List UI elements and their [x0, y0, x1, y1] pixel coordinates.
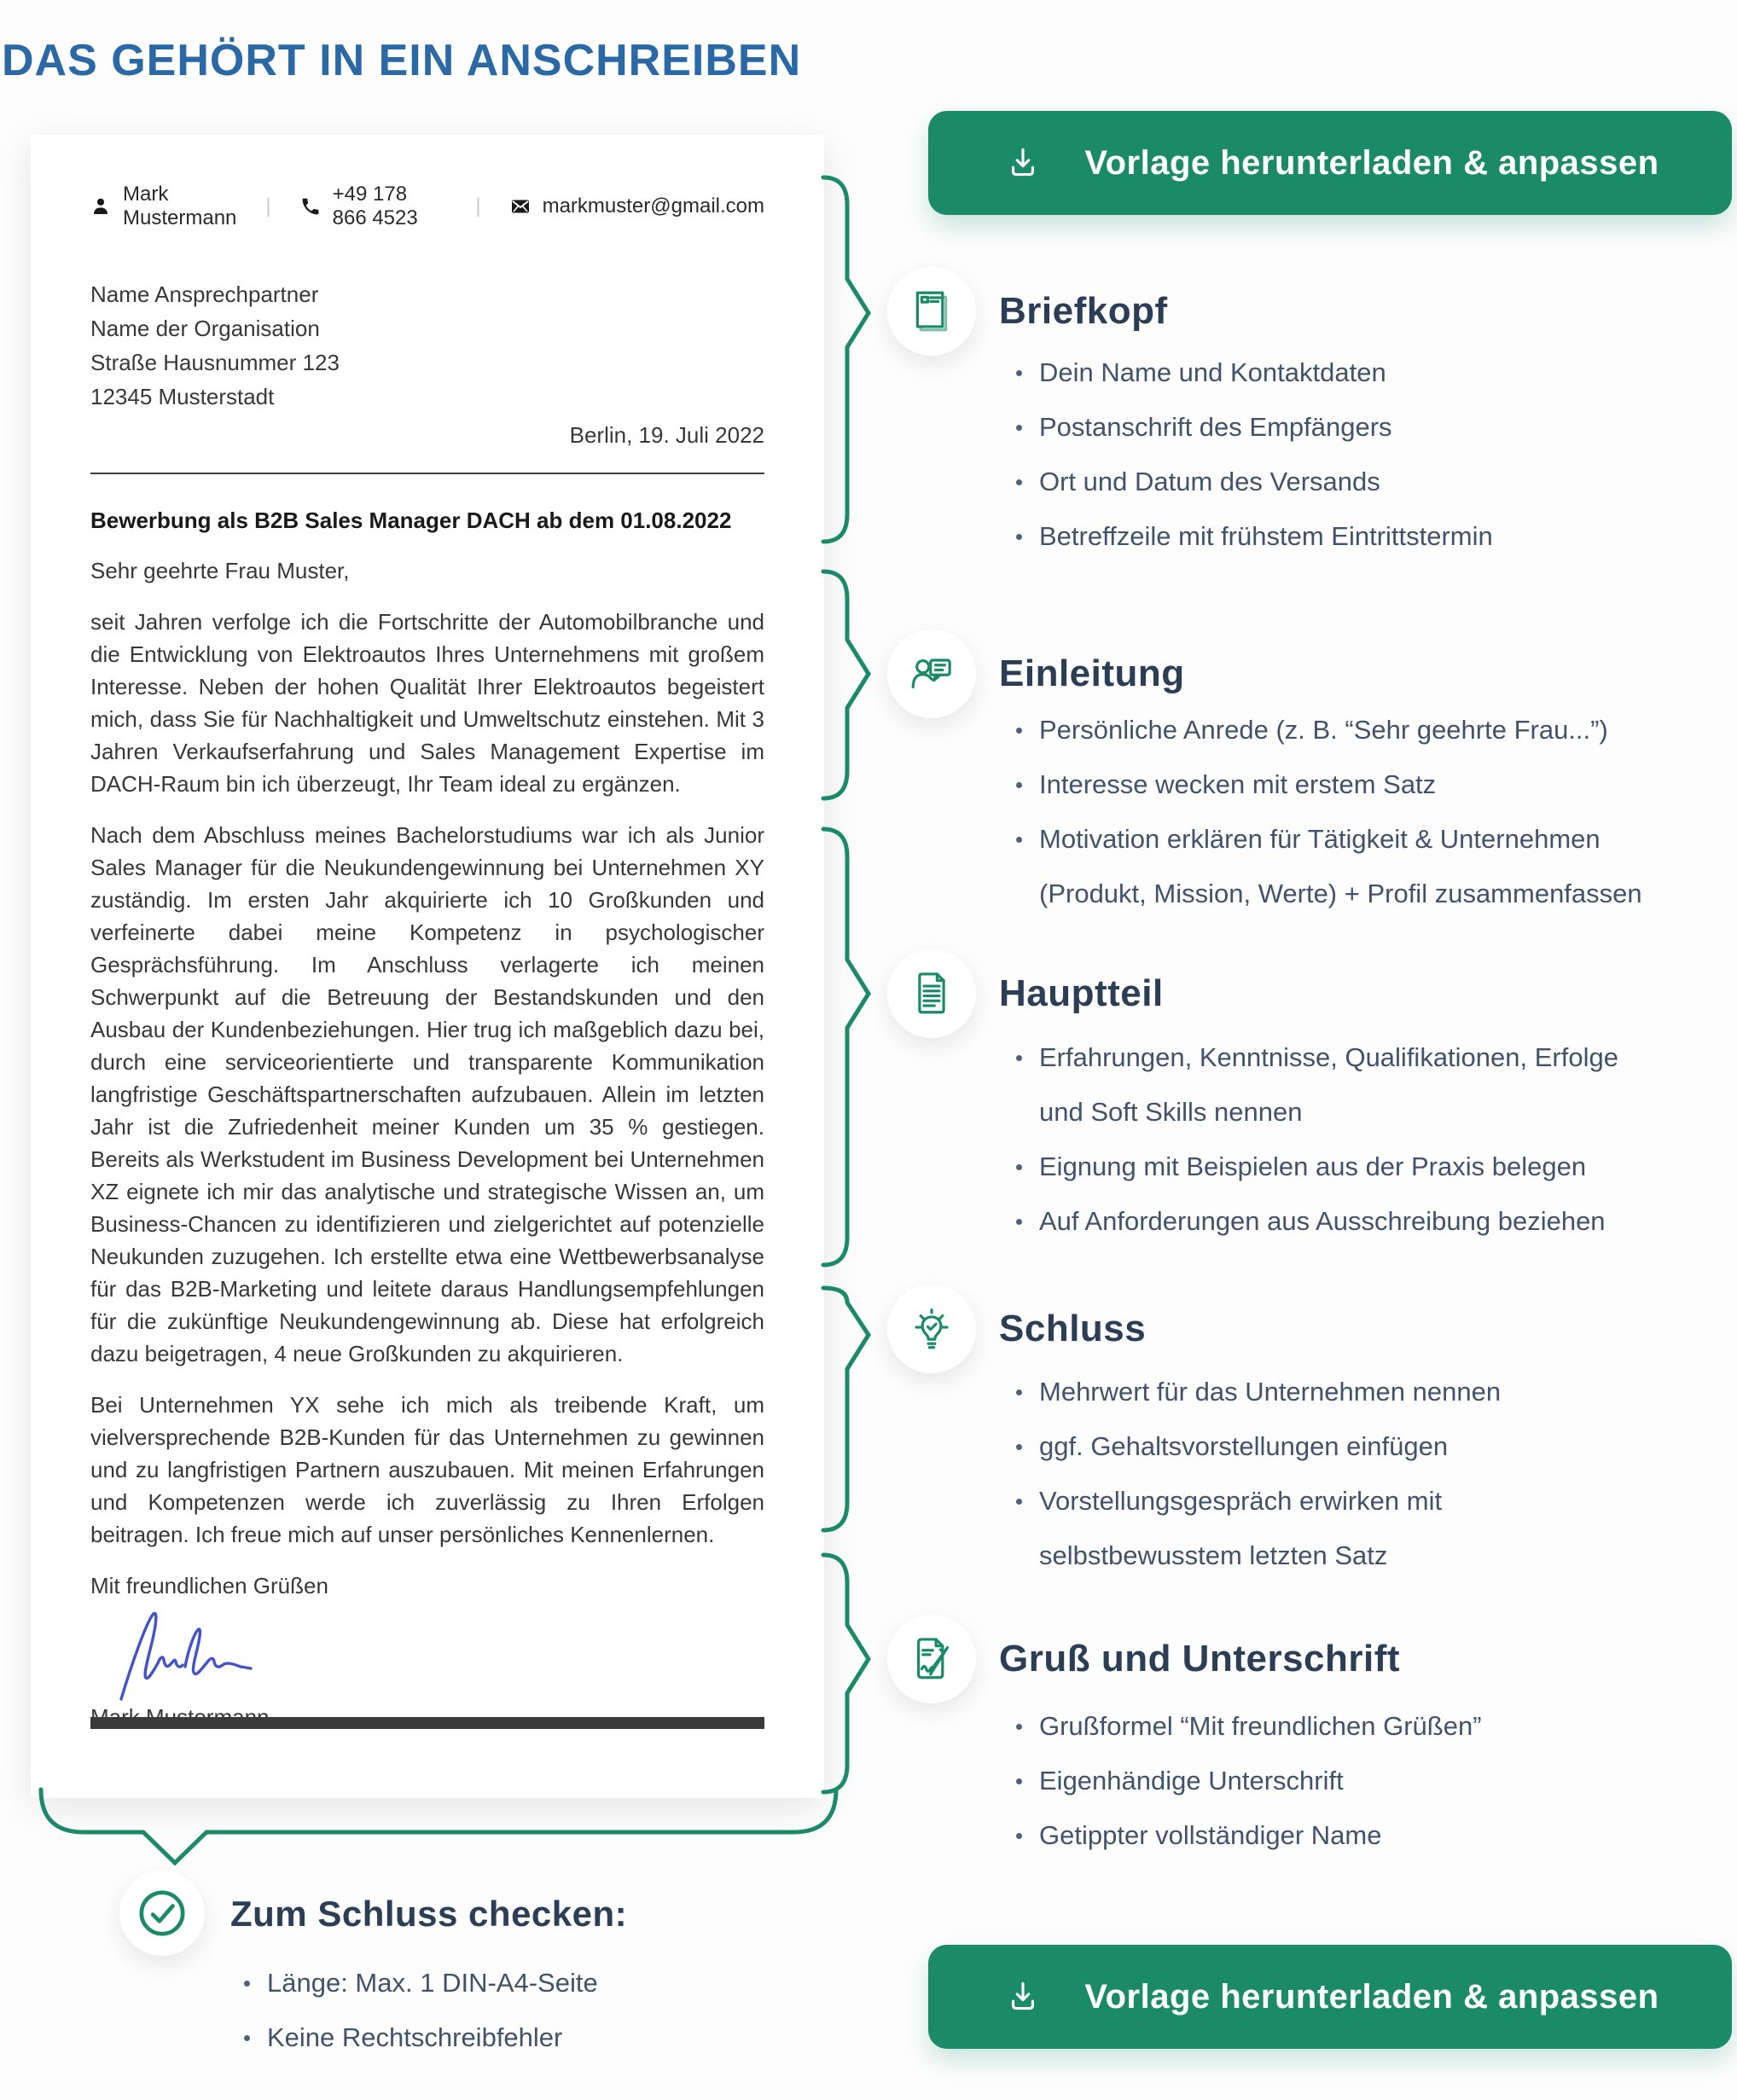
checklist-bullet-list [230, 1956, 598, 2065]
signature-pen-icon [904, 1632, 959, 1686]
bullet-item-continuation: und Soft Skills nennen [1039, 1097, 1303, 1127]
bullet-item: Getippter vollständiger Name [999, 1808, 1482, 1863]
section-title: Schluss [999, 1308, 1147, 1349]
recipient-address-block [90, 277, 340, 414]
contact-email: markmuster@gmail.com [542, 194, 764, 218]
letter-body [90, 554, 764, 1752]
bullet-item: Grußformel “Mit freundlichen Grüßen” [999, 1699, 1482, 1754]
download-button-label: Vorlage herunterladen & anpassen [1084, 1977, 1659, 2016]
bullet-item: Vorstellungsgespräch erwirken mit [999, 1474, 1501, 1529]
bullet-item: Interesse wecken mit erstem Satz [999, 757, 1642, 812]
bullet-item: ggf. Gehaltsvorstellungen einfügen [999, 1419, 1501, 1474]
bullet-item: Auf Anforderungen aus Ausschreibung beziehen [999, 1194, 1618, 1249]
recipient-line: 12345 Musterstadt [90, 384, 275, 409]
bullet-item: Motivation erklären für Tätigkeit & Unternehmen [999, 812, 1642, 867]
section-bullet-list [999, 1365, 1501, 1583]
letter-contact-row [90, 183, 764, 229]
icon-badge [887, 1285, 976, 1373]
person-icon [90, 196, 111, 217]
brace-gruss [815, 1552, 874, 1795]
section-title: Hauptteil [999, 972, 1164, 1014]
recipient-line: Name der Organisation [90, 316, 320, 341]
section-title: Briefkopf [999, 290, 1168, 332]
section-title: Gruß und Unterschrift [999, 1638, 1401, 1679]
bullet-item: Mehrwert für das Unternehmen nennen [999, 1365, 1501, 1419]
download-icon [1001, 141, 1045, 185]
bullet-item: Postanschrift des Empfängers [999, 400, 1493, 455]
recipient-line: Straße Hausnummer 123 [90, 350, 340, 375]
bullet-item-continuation: selbstbewusstem letzten Satz [1039, 1540, 1388, 1570]
download-template-button-bottom[interactable] [928, 1945, 1732, 2049]
letter-divider-rule [90, 473, 764, 474]
person-speech-icon [904, 647, 959, 701]
section-title: Einleitung [999, 653, 1185, 694]
download-template-button-top[interactable] [928, 111, 1732, 215]
bullet-item: Dein Name und Kontaktdaten [999, 345, 1493, 400]
paragraph-main: Nach dem Abschluss meines Bachelorstudiums war ich als Junior Sales Manager für die Neukundengewinnung bei Unternehmen XY zuständig. Im ersten Jahr akquirierte ich 10 Großkunden und verfeinerte dabei meine Kompetenz in psychologischer Gesprächsführung. Im Anschluss verlagerte ich meinen Schwerpunkt auf die Betreuung der Bestandskunden und den Ausbau der Kundenbeziehungen. Hier trug ich maßgeblich dazu bei, durch eine serviceorientierte und transparente Kommunikation langfristige Geschäftspartnerschaften aufzubauen. Allein im letzten Jahr ist die Zufriedenheit meiner Kunden um 35 % gestiegen. Bereits als Werkstudent im Business Development bei Unternehmen XZ eignete ich mir das analytische und strategische Wissen an, um Business-Chancen zu identifizieren und zielgerichtet auf potenzielle Neukunden zuzugehen. Ich erstellte etwa eine Wettbewerbsanalyse für das B2B-Marketing und leitete daraus Handlungsempfehlungen für die zukünftige Neukundengewinnung ab. Diese hat erfolgreich dazu beigetragen, 4 neue Großkunden zu akquirieren. [90, 822, 764, 1366]
brace-briefkopf [815, 175, 874, 544]
section-bullet-list [999, 1030, 1618, 1249]
contact-phone: +49 178 866 4523 [332, 183, 418, 229]
lightbulb-check-icon [904, 1302, 959, 1356]
icon-badge [887, 1615, 976, 1703]
brace-einleitung [815, 569, 874, 801]
icon-badge [887, 267, 976, 356]
section-bullet-list [999, 703, 1642, 921]
greeting-line: Sehr geehrte Frau Muster, [90, 558, 350, 583]
bullet-item: Persönliche Anrede (z. B. “Sehr geehrte Frau...”) [999, 703, 1642, 757]
contact-divider: | [475, 194, 481, 218]
recipient-line: Name Ansprechpartner [90, 281, 319, 307]
download-icon [1001, 1975, 1045, 2019]
contact-divider: | [265, 194, 271, 218]
page-title: DAS GEHÖRT IN EIN ANSCHREIBEN [2, 35, 802, 85]
section-bullet-list [999, 345, 1493, 564]
bullet-item-continuation: (Produkt, Mission, Werte) + Profil zusammenfassen [1039, 879, 1642, 908]
handwritten-signature [109, 1604, 263, 1701]
icon-badge [887, 949, 976, 1038]
letterhead-icon [904, 284, 959, 339]
check-badge [119, 1871, 205, 1956]
cover-letter-preview [31, 135, 824, 1798]
subject-line: Bewerbung als B2B Sales Manager DACH ab dem 01.08.2022 [90, 508, 732, 533]
bullet-item: Ort und Datum des Versands [999, 455, 1493, 509]
brace-hauptteil [815, 827, 874, 1268]
bullet-item: Erfahrungen, Kenntnisse, Qualifikationen, Erfolge [999, 1030, 1618, 1085]
bullet-item: Eignung mit Beispielen aus der Praxis belegen [999, 1140, 1618, 1194]
download-button-label: Vorlage herunterladen & anpassen [1084, 143, 1659, 182]
section-bullet-list [999, 1699, 1482, 1863]
brace-schluss [815, 1285, 874, 1533]
phone-icon [300, 196, 321, 217]
letter-footer-bar [90, 1717, 764, 1729]
paragraph-intro: seit Jahren verfolge ich die Fortschritte der Automobilbranche und die Entwicklung von Elektroautos Ihres Unternehmens mit großem Interesse. Neben der hohen Qualität Ihrer Elektroautos begeistert mich, dass Sie für Nachhaltigkeit und Umweltschutz einstehen. Mit 3 Jahren Verkaufserfahrung und Sales Management Expertise im DACH-Raum bin ich überzeugt, Ihr Team ideal zu ergänzen. [90, 609, 764, 797]
icon-badge [887, 629, 976, 718]
envelope-icon [510, 196, 531, 217]
bullet-item: Eigenhändige Unterschrift [999, 1754, 1482, 1808]
closing-formula: Mit freundlichen Grüßen [90, 1573, 328, 1598]
paragraph-closing: Bei Unternehmen YX sehe ich mich als treibende Kraft, um vielversprechende B2B-Kunden für das Unternehmen zu gewinnen und zu langfristigen Partnern auszubauen. Mit meinen Erfahrungen und Kompetenzen werde ich zuverlässig zu Ihren Erfolgen beitragen. Ich freue mich auf unser persönliches Kennenlernen. [90, 1392, 764, 1547]
date-line: Berlin, 19. Juli 2022 [569, 422, 764, 448]
document-lines-icon [904, 966, 959, 1021]
bullet-item: Länge: Max. 1 DIN-A4-Seite [230, 1956, 598, 2010]
contact-name: Mark Mustermann [123, 183, 237, 229]
brace-checklist [34, 1784, 845, 1870]
bullet-item: Keine Rechtschreibfehler [230, 2010, 598, 2065]
bullet-item: Betreffzeile mit frühstem Eintrittstermin [999, 509, 1493, 564]
checklist-title: Zum Schluss checken: [230, 1894, 628, 1934]
check-circle-icon [129, 1880, 195, 1946]
